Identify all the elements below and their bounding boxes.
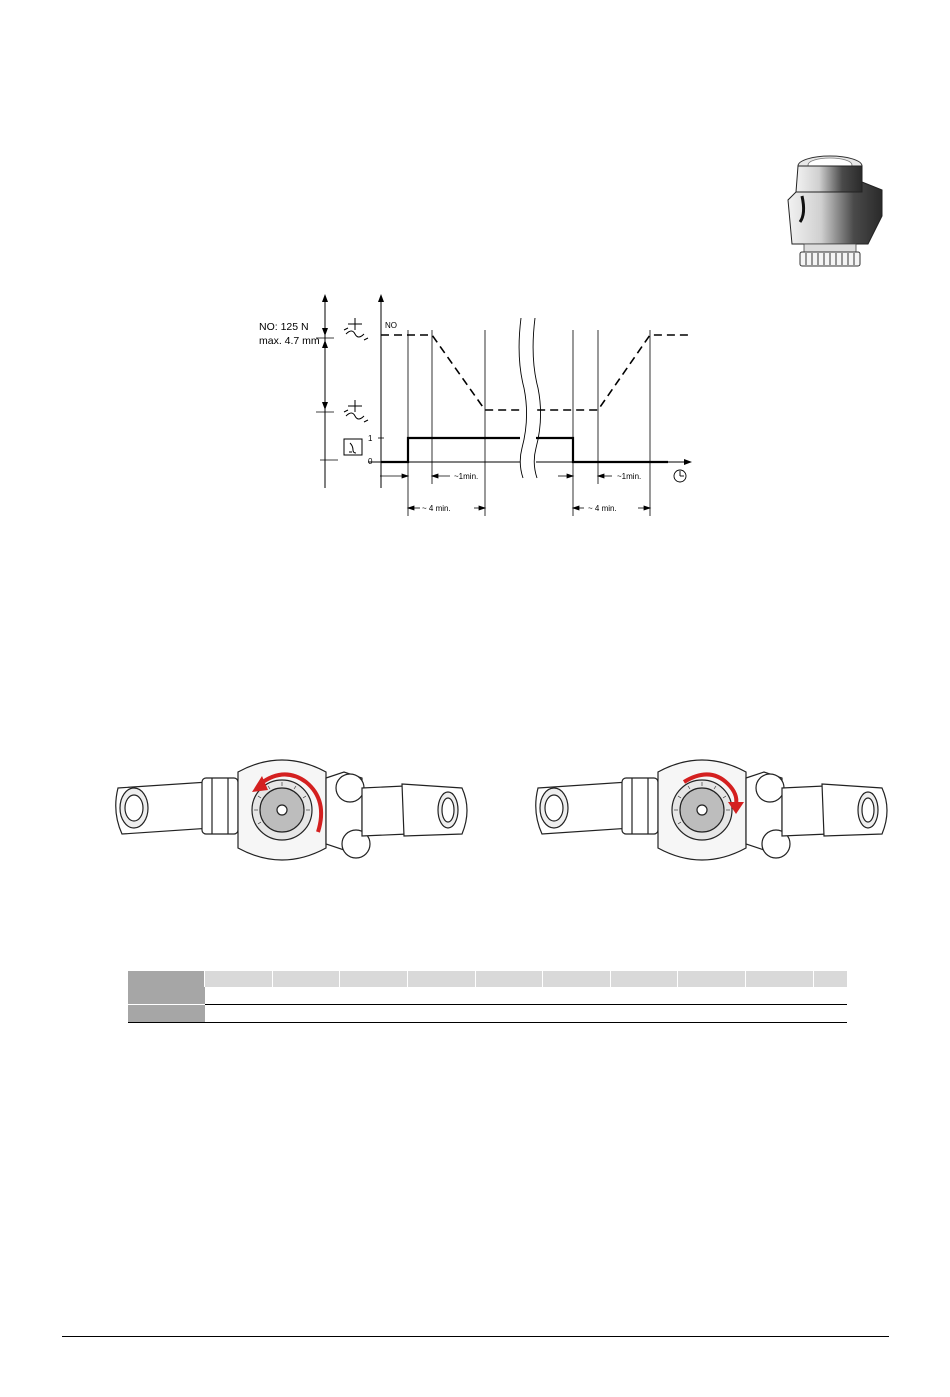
table-cell (543, 1005, 611, 1023)
thermostat-icon (344, 439, 362, 455)
table-cell (678, 1005, 746, 1023)
valve-closed-icon (344, 400, 368, 422)
table-cell (272, 987, 340, 1005)
table-row (128, 987, 847, 1005)
valve-adjust-close-illustration (532, 748, 892, 878)
table-header-cell (543, 971, 611, 987)
table-cell (813, 1005, 847, 1023)
stroke-label: max. 4.7 mm (259, 335, 320, 347)
table-row-head (128, 1005, 205, 1023)
force-label: NO: 125 N (259, 321, 309, 333)
table-cell (610, 987, 678, 1005)
table-cell (813, 987, 847, 1005)
table-cell (272, 1005, 340, 1023)
approx-1min-left: ~1min. (454, 472, 479, 481)
table-cell (746, 1005, 814, 1023)
table-cell (205, 1005, 273, 1023)
table-cell (543, 987, 611, 1005)
settings-table (128, 971, 847, 1023)
clock-icon (674, 470, 686, 482)
valve-open-icon (344, 318, 368, 340)
table-cell (340, 1005, 408, 1023)
thermal-actuator-image (778, 152, 888, 270)
table-header-cell (610, 971, 678, 987)
table-header-cell (475, 971, 543, 987)
level-zero-label: 0 (368, 457, 373, 466)
approx-4min-right: ~ 4 min. (588, 504, 617, 513)
table-cell (407, 1005, 475, 1023)
timing-diagram (228, 288, 708, 518)
table-header-cell (272, 971, 340, 987)
table-header-cell (746, 971, 814, 987)
approx-1min-right: ~1min. (617, 472, 642, 481)
no-label: NO (385, 321, 397, 330)
table-cell (746, 987, 814, 1005)
table-header-cell (678, 971, 746, 987)
table-header-cell (407, 971, 475, 987)
table-cell (610, 1005, 678, 1023)
table-cell (407, 987, 475, 1005)
level-one-label: 1 (368, 434, 373, 443)
table-corner-cell (128, 971, 205, 987)
valve-adjust-open-illustration (112, 748, 472, 878)
table-header-cell (340, 971, 408, 987)
table-cell (205, 987, 273, 1005)
footer-rule (62, 1336, 889, 1337)
table-header-row (128, 971, 847, 987)
table-cell (475, 987, 543, 1005)
table-row (128, 1005, 847, 1023)
table-header-cell (813, 971, 847, 987)
approx-4min-left: ~ 4 min. (422, 504, 451, 513)
table-header-cell (205, 971, 273, 987)
table-cell (340, 987, 408, 1005)
table-row-head (128, 987, 205, 1005)
table-cell (678, 987, 746, 1005)
table-cell (475, 1005, 543, 1023)
